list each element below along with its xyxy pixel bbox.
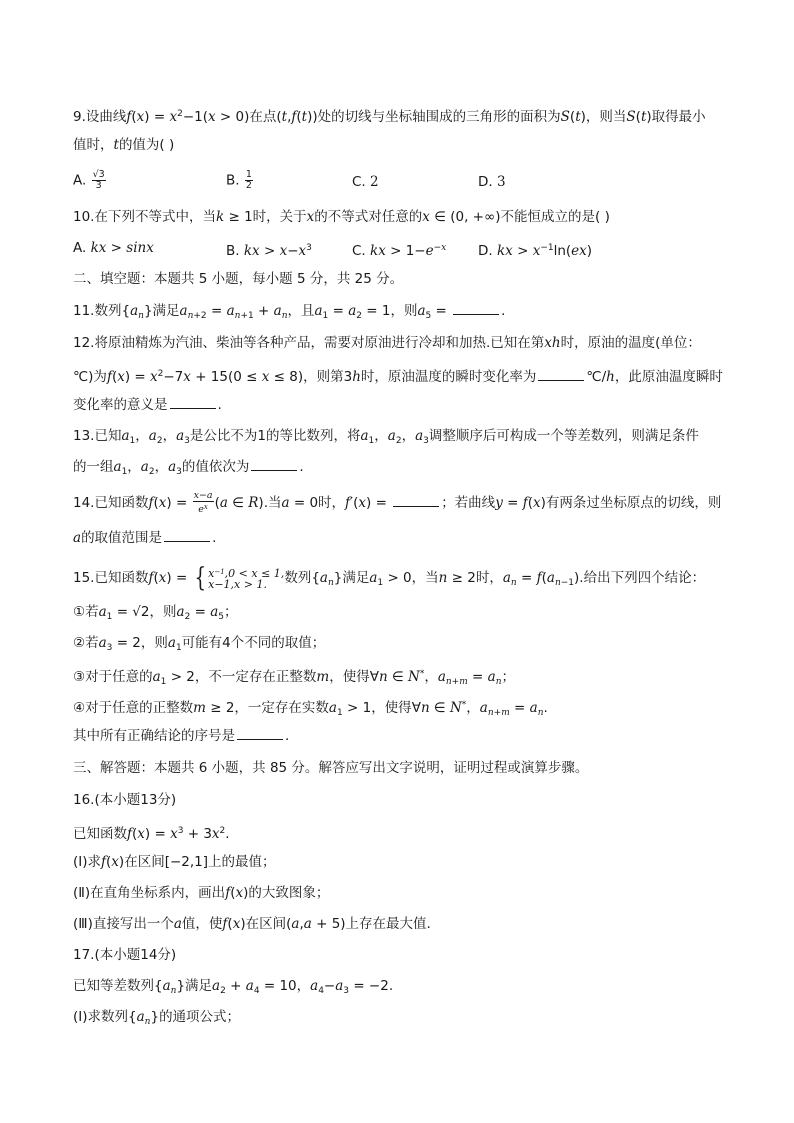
q10-stem: 10.在下列不等式中，当k ≥ 1时，关于x的不等式对任意的x ∈ (0, +∞)不能恒成立的是( ) — [73, 209, 610, 225]
section-solution-heading: 三、解答题：本题共 6 小题，共 85 分。解答应写出文字说明，证明过程或演算步骤。 — [73, 760, 589, 776]
q12-line2: ℃)为$f(x) = x^2-7x + 15(0 \le x \le 8)$，则第3h时，原油温度的瞬时变化率为 ℃/h，此原油温度瞬时 — [73, 369, 723, 385]
q11-stem: 11.数列$\{a_n\}$满足$a_{n+2} = a_{n+1} + a_n$，且$a_1 = a_2 = 1$，则$a_5$ = . — [73, 303, 506, 321]
q15-ask: 其中所有正确结论的序号是 . — [73, 728, 290, 744]
q14-line1: 14.已知函数f(x) = $\frac{x-a}{e^x}$ (a ∈ R).当a = 0时，f′(x) = ；若曲线y = f(x)有两条过坐标原点的切线，则 — [73, 490, 722, 515]
q17-stem: 已知等差数列$\{a_n\}$满足$a_2 + a_4 = 10$，$a_4-a_3 = -2$. — [73, 978, 394, 996]
q13-line1: 13.已知$a_1$，$a_2$，$a_3$是公比不为1的等比数列，将$a_1$，$a_2$，$a_3$调整顺序后可构成一个等差数列，则满足条件 — [73, 428, 699, 446]
section-fill-in-heading: 二、填空题：本题共 5 小题，每小题 5 分，共 25 分。 — [73, 271, 404, 287]
q9-stem-line2: 值时，t的值为( ) — [73, 137, 175, 153]
answer-blank — [538, 368, 584, 381]
q15-conclusion-1: ①若$a_1 = √2$，则$a_2 = a_5$； — [73, 604, 238, 622]
answer-blank — [393, 494, 439, 507]
q13-line2: 的一组$a_1$，$a_2$，$a_3$的值依次为 . — [73, 459, 304, 477]
answer-blank — [251, 458, 297, 471]
answer-blank — [164, 529, 210, 542]
q17-head: 17.(本小题14分) — [73, 947, 177, 963]
q16-part-2: (Ⅱ)在直角坐标系内，画出f(x)的大致图象； — [73, 885, 330, 901]
q10-option-a: A. kx > sinx — [73, 240, 154, 256]
q10-option-b: B. kx > $x-x^3$ — [226, 243, 312, 259]
q15-stem: 15.已知函数f(x) = { $x^{-1},0 < x \le 1$, x−1,x > 1. 数列$\{a_n\}$满足$a_1 > 0$，当n ≥ 2时，$a_n = f(a_{n-1})$.给出下列四个结论： — [73, 563, 706, 593]
q10-option-d: D. kx > $x^{-1}\ln(ex)$ — [478, 243, 593, 259]
q14-line2: a的取值范围是 . — [73, 530, 217, 546]
q9-stem-line1: 9.设曲线$f(x) = x^2-1(x > 0)$在点(t,f(t))处的切线与坐标轴围成的三角形的面积为S(t)，则当S(t)取得最小 — [73, 109, 706, 125]
q16-part-3: (Ⅲ)直接写出一个a值，使f(x)在区间(a,a + 5)上存在最大值. — [73, 916, 431, 932]
q15-conclusion-3: ③对于任意的$a_1 > 2$，不一定存在正整数m，使得∀n ∈ N*，$a_{n+m} = a_n$； — [73, 669, 516, 687]
answer-blank — [170, 396, 216, 409]
answer-blank — [237, 727, 283, 740]
q9-option-b: B. $\frac{1}{2}$ — [226, 169, 252, 191]
q15-conclusion-2: ②若$a_3 = 2$，则$a_1$可能有4个不同的取值； — [73, 635, 326, 653]
q9-option-d: D. 3 — [478, 174, 506, 190]
q9-option-a: A. $\frac{√3}{3}$ — [73, 169, 105, 191]
q12-line1: 12.将原油精炼为汽油、柴油等各种产品，需要对原油进行冷却和加热.已知在第xh时，原油的温度(单位： — [73, 335, 701, 351]
q17-part-1: (Ⅰ)求数列$\{a_n\}$的通项公式； — [73, 1009, 241, 1027]
q16-stem: 已知函数$f(x) = x^3 + 3x^2$. — [73, 826, 230, 842]
q16-head: 16.(本小题13分) — [73, 792, 177, 808]
q15-conclusion-4: ④对于任意的正整数m ≥ 2，一定存在实数$a_1 > 1$，使得∀n ∈ N*，$a_{n+m} = a_n$. — [73, 700, 548, 718]
answer-blank — [453, 302, 499, 315]
q9-option-c: C. 2 — [352, 174, 379, 190]
q10-option-c: C. kx > $1-e^{-x}$ — [352, 243, 447, 259]
q12-line3: 变化率的意义是 . — [73, 397, 222, 413]
q16-part-1: (Ⅰ)求f(x)在区间[−2,1]上的最值； — [73, 854, 276, 870]
